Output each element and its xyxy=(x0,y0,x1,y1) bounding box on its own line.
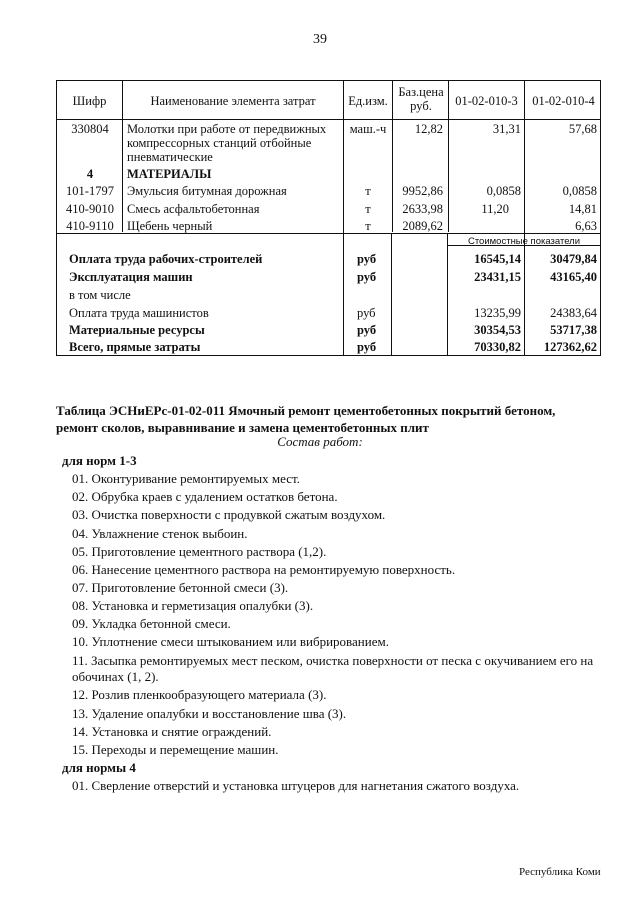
summary-unit: руб xyxy=(357,270,377,284)
work-item: 09. Укладка бетонной смеси. xyxy=(72,616,231,631)
material-price: 9952,86 xyxy=(402,184,443,198)
header-code: Шифр xyxy=(72,94,107,108)
summary-name: Оплата труда рабочих-строителей xyxy=(69,252,263,266)
work-item: 10. Уплотнение смеси штыкованием или вибрированием. xyxy=(72,634,389,649)
material-name: Эмульсия битумная дорожная xyxy=(127,184,287,198)
section-title-line2: ремонт сколов, выравнивание и замена цементобетонных плит xyxy=(56,420,429,435)
material-v2: 14,81 xyxy=(568,202,597,216)
summary-unit: руб xyxy=(357,252,377,266)
summary-v1: 16545,14 xyxy=(474,252,521,266)
material-code: 101-1797 xyxy=(66,184,114,198)
work-item: 15. Переходы и перемещение машин. xyxy=(72,742,279,757)
summary-v1: 30354,53 xyxy=(474,323,521,337)
section-subtitle: Состав работ: xyxy=(277,434,363,449)
machine-price: 12,82 xyxy=(414,122,443,136)
material-code: 410-9010 xyxy=(66,202,114,216)
header-unit: Ед.изм. xyxy=(348,94,388,108)
group-label: для нормы 4 xyxy=(62,760,136,775)
summary-v2: 127362,62 xyxy=(543,340,597,354)
summary-v2: 43165,40 xyxy=(550,270,597,284)
material-name: Щебень черный xyxy=(127,219,213,233)
materials-code: 4 xyxy=(86,167,94,181)
material-v2: 6,63 xyxy=(575,219,597,233)
work-item: 08. Установка и герметизация опалубки (3). xyxy=(72,598,314,613)
summary-unit: руб xyxy=(357,323,377,337)
work-item: 04. Увлажнение стенок выбоин. xyxy=(72,526,248,541)
work-item: 11. Засыпка ремонтируемых мест песком, очистка поверхности от песка с окучиванием его на xyxy=(72,653,594,668)
machine-code: 330804 xyxy=(71,122,109,136)
work-item: 05. Приготовление цементного раствора (1,2). xyxy=(72,544,327,559)
material-code: 410-9110 xyxy=(66,219,114,233)
group-label: для норм 1-3 xyxy=(62,453,137,468)
summary-unit: руб xyxy=(357,340,377,354)
summary-v2: 30479,84 xyxy=(550,252,597,266)
summary-name: Оплата труда машинистов xyxy=(69,306,209,320)
summary-name: в том числе xyxy=(69,288,131,302)
header-price: Баз.цена руб. xyxy=(398,85,444,113)
footer-region: Республика Коми xyxy=(519,866,601,878)
summary-v2: 24383,64 xyxy=(550,306,597,320)
summary-name: Материальные ресурсы xyxy=(69,323,205,337)
section-title-line1: Таблица ЭСНиЕРс-01-02-011 Ямочный ремонт цементобетонных покрытий бетоном, xyxy=(56,403,556,418)
material-unit: т xyxy=(365,202,371,216)
material-unit: т xyxy=(365,184,371,198)
work-item: 14. Установка и снятие ограждений. xyxy=(72,724,272,739)
work-item: 03. Очистка поверхности с продувкой сжатым воздухом. xyxy=(72,507,386,522)
material-unit: т xyxy=(365,219,371,233)
work-item: 12. Розлив пленкообразующего материала (3). xyxy=(72,687,327,702)
machine-name: Молотки при работе от передвижных компрессорных станций отбойные пневматические xyxy=(127,122,327,164)
work-item: 13. Удаление опалубки и восстановление шва (3). xyxy=(72,706,347,721)
work-item: 07. Приготовление бетонной смеси (3). xyxy=(72,580,289,595)
materials-title: МАТЕРИАЛЫ xyxy=(127,167,212,181)
work-item: 06. Нанесение цементного раствора на ремонтируемую поверхность. xyxy=(72,562,456,577)
cost-table xyxy=(56,80,601,356)
work-item: 01. Сверление отверстий и установка штуцеров для нагнетания сжатого воздуха. xyxy=(72,778,520,793)
summary-unit: руб xyxy=(357,306,376,320)
machine-v1: 31,31 xyxy=(492,122,521,136)
page-number: 39 xyxy=(313,32,327,47)
summary-v1: 13235,99 xyxy=(474,306,521,320)
work-item: 01. Оконтуривание ремонтируемых мест. xyxy=(72,471,300,486)
material-v1: 0,0858 xyxy=(486,184,521,198)
cost-caption: Стоимостные показатели xyxy=(467,236,581,247)
summary-v2: 53717,38 xyxy=(550,323,597,337)
material-v1: 11,20 xyxy=(481,202,509,216)
summary-name: Эксплуатация машин xyxy=(69,270,193,284)
header-col1: 01-02-010-3 xyxy=(455,94,518,108)
machine-unit: маш.-ч xyxy=(349,122,387,136)
summary-v1: 23431,15 xyxy=(474,270,521,284)
work-item-continued: обочинах (1, 2). xyxy=(72,669,159,684)
work-item: 02. Обрубка краев с удалением остатков бетона. xyxy=(72,489,338,504)
material-v2: 0,0858 xyxy=(562,184,597,198)
summary-name: Всего, прямые затраты xyxy=(69,340,201,354)
material-name: Смесь асфальтобетонная xyxy=(127,202,260,216)
material-price: 2633,98 xyxy=(402,202,443,216)
header-col2: 01-02-010-4 xyxy=(532,94,595,108)
summary-v1: 70330,82 xyxy=(474,340,521,354)
header-name: Наименование элемента затрат xyxy=(150,94,316,108)
material-price: 2089,62 xyxy=(402,219,443,233)
machine-v2: 57,68 xyxy=(568,122,597,136)
